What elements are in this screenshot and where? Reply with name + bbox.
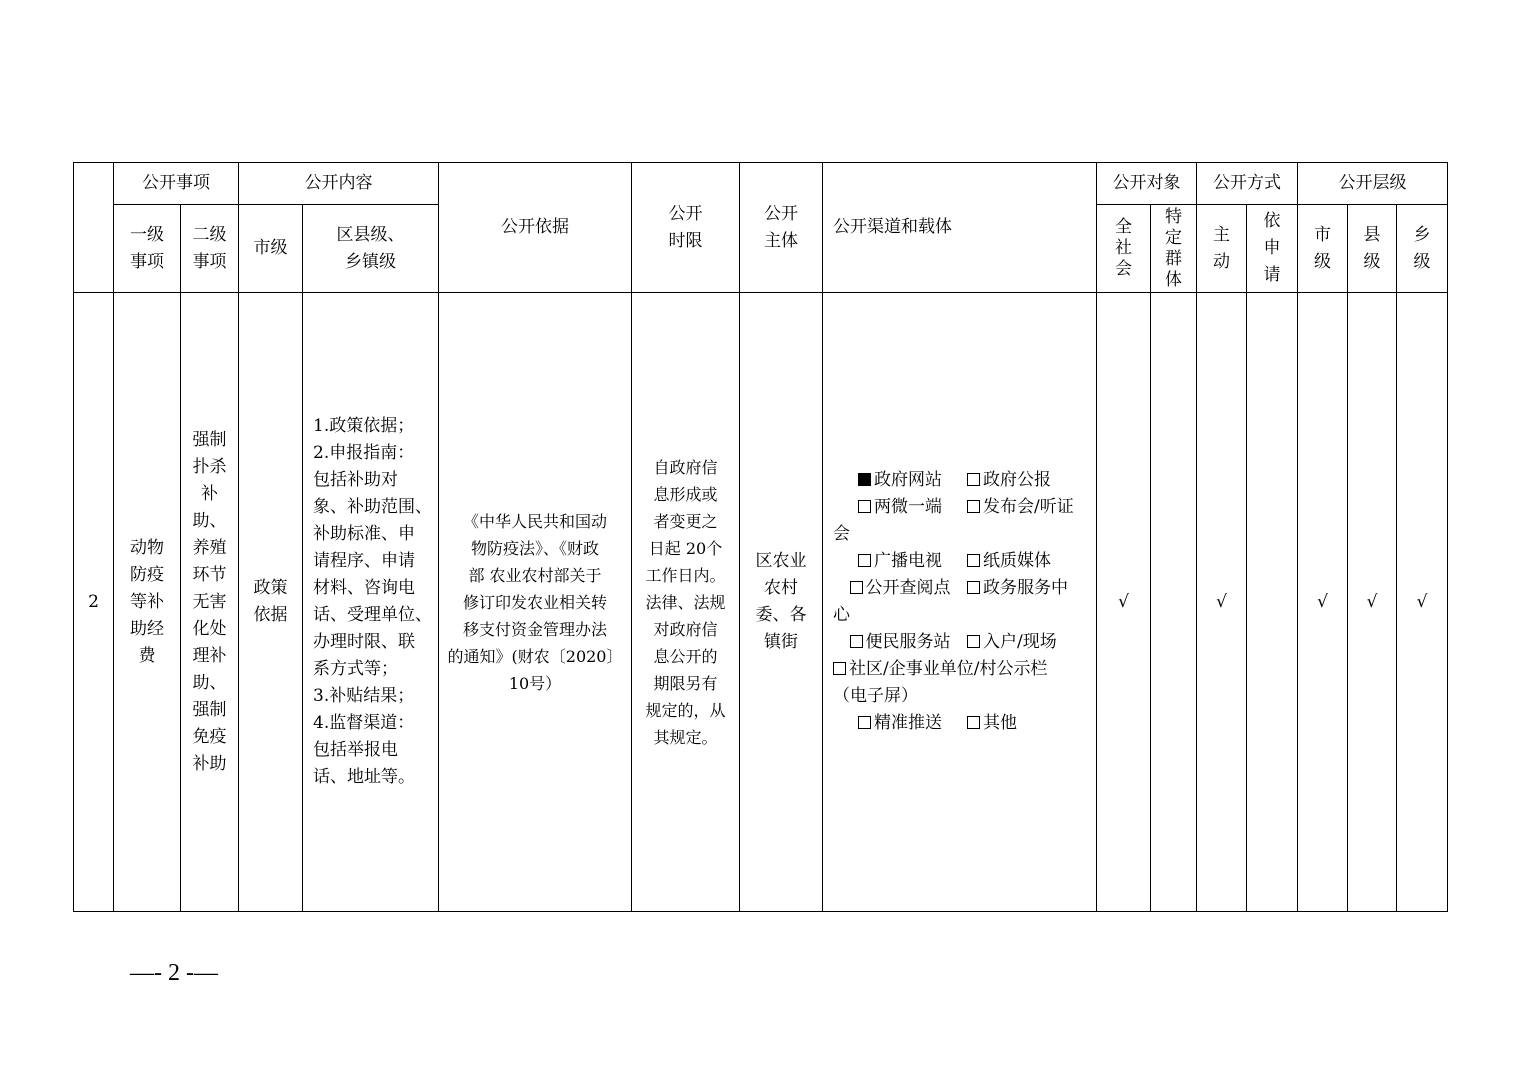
checkbox-icon <box>850 581 863 594</box>
audience-specific-header: 特 定 群 体 <box>1151 205 1197 293</box>
page-number: —- 2 -— <box>130 960 218 986</box>
checkbox-icon <box>858 716 871 729</box>
mode-active-header: 主 动 <box>1197 205 1247 293</box>
channel-service-center: 政务服务中 <box>967 575 1068 602</box>
channel-broadcast-tv: 广播电视 <box>833 548 967 575</box>
channel-on-site: 入户/现场 <box>967 629 1057 656</box>
item-level1-header: 一级 事项 <box>114 205 181 293</box>
channel-gov-gazette: 政府公报 <box>967 467 1051 494</box>
basis-header: 公开依据 <box>439 163 632 293</box>
channel-reading-point: 公开查阅点 <box>833 575 967 602</box>
basis-cell: 《中华人民共和国动 物防疫法》、《财政 部 农业农村部关于 修订印发农业相关转 移支付资金管理办法 的通知》(财农〔2020〕 10号） <box>439 293 632 912</box>
mode-active-mark: √ <box>1197 293 1247 912</box>
level-header: 公开层级 <box>1298 163 1448 205</box>
subject-cell: 区农业 农村 委、各 镇街 <box>740 293 823 912</box>
checkbox-icon <box>967 635 980 648</box>
level-county-mark: √ <box>1348 293 1397 912</box>
row-index: 2 <box>74 293 114 912</box>
channel-weibo-wechat-app: 两微一端 <box>833 494 967 521</box>
item-level2-cell: 强制 扑杀 补 助、 养殖 环节 无害 化处 理补 助、 强制 免疫 补助 <box>181 293 239 912</box>
content-header: 公开内容 <box>239 163 439 205</box>
channels-cell <box>823 293 1097 912</box>
audience-all-header: 全 社 会 <box>1097 205 1151 293</box>
channel-bulletin-board: 社区/企事业单位/村公示栏 <box>833 656 1047 683</box>
content-city-cell: 政策 依据 <box>239 293 303 912</box>
level-county-header: 县 级 <box>1348 205 1397 293</box>
time-limit-cell: 自政府信 息形成或 者变更之 日起 20个 工作日内。 法律、法规 对政府信 息公开的 期限另有 规定的，从 其规定。 <box>632 293 740 912</box>
subject-header: 公开 主体 <box>740 163 823 293</box>
checkbox-icon <box>858 500 871 513</box>
mode-apply-header: 依 申 请 <box>1247 205 1298 293</box>
time-limit-header: 公开 时限 <box>632 163 740 293</box>
checkbox-icon <box>858 554 871 567</box>
channel-wrap-text: 心 <box>833 605 850 625</box>
channel-header: 公开渠道和载体 <box>823 163 1097 293</box>
checked-box-icon <box>858 473 871 486</box>
audience-header: 公开对象 <box>1097 163 1197 205</box>
checkbox-icon <box>967 554 980 567</box>
item-level2-header: 二级 事项 <box>181 205 239 293</box>
disclosure-table <box>73 162 1448 912</box>
content-city-header: 市级 <box>239 205 303 293</box>
checkbox-icon <box>967 500 980 513</box>
channel-gov-website: 政府网站 <box>833 467 967 494</box>
checkbox-icon <box>967 581 980 594</box>
checkbox-icon <box>967 716 980 729</box>
checkbox-icon <box>967 473 980 486</box>
channel-precise-push: 精准推送 <box>833 710 967 737</box>
item-header: 公开事项 <box>114 163 239 205</box>
content-district-cell: 1.政策依据； 2.申报指南： 包括补助对 象、补助范围、 补助标准、申 请程序、申请 材料、咨询电 话、受理单位、 办理时限、联 系方式等； 3.补贴结果； 4.监督渠道： 包括举报电 话、地址等。 <box>303 293 439 912</box>
channel-wrap-text: 会 <box>833 524 850 544</box>
index-header <box>74 163 114 293</box>
level-city-mark: √ <box>1298 293 1348 912</box>
channel-print-media: 纸质媒体 <box>967 548 1051 575</box>
content-district-header: 区县级、 乡镇级 <box>303 205 439 293</box>
channel-other: 其他 <box>967 710 1017 737</box>
level-town-mark: √ <box>1397 293 1448 912</box>
channel-service-station: 便民服务站 <box>833 629 967 656</box>
audience-all-mark: √ <box>1097 293 1151 912</box>
level-city-header: 市 级 <box>1298 205 1348 293</box>
channel-wrap-text: （电子屏） <box>833 686 918 706</box>
audience-specific-mark <box>1151 293 1197 912</box>
level-town-header: 乡 级 <box>1397 205 1448 293</box>
mode-apply-mark <box>1247 293 1298 912</box>
channel-press-conference: 发布会/听证 <box>967 494 1074 521</box>
checkbox-icon <box>850 635 863 648</box>
item-level1-cell: 动物 防疫 等补 助经 费 <box>114 293 181 912</box>
mode-header: 公开方式 <box>1197 163 1298 205</box>
checkbox-icon <box>833 662 846 675</box>
